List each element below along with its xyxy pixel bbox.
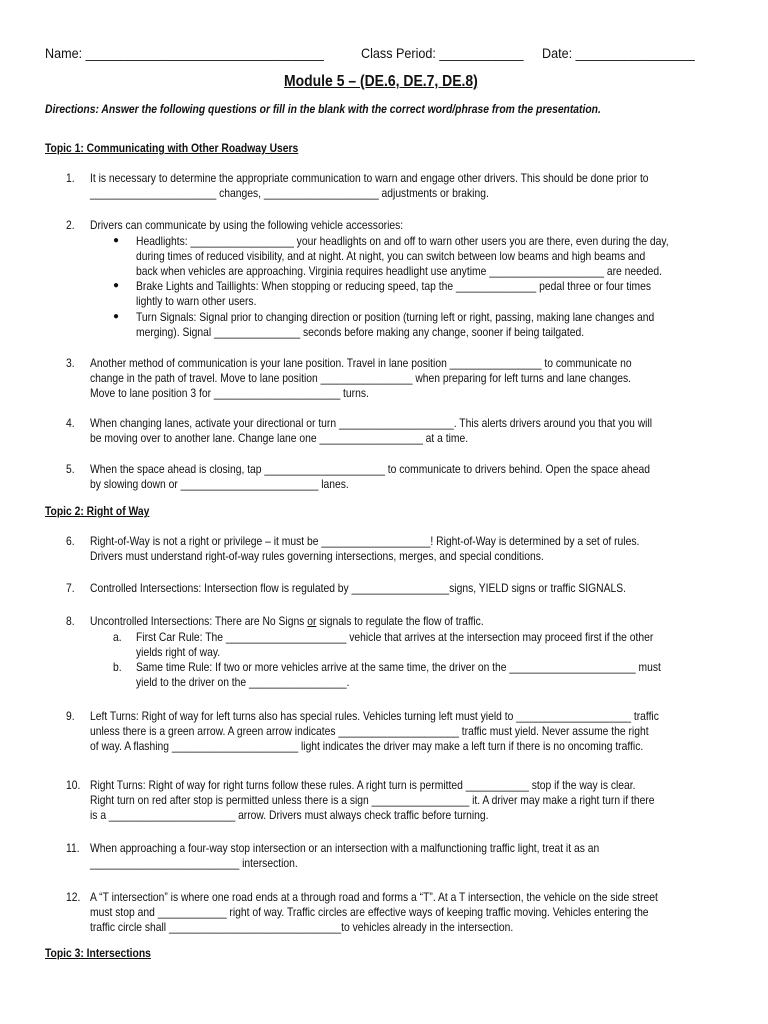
question-10-line: Right Turns: Right of way for right turns follow these rules. A right turn is permitted ___________ stop if the way is clear. (90, 778, 636, 792)
question-1-line: It is necessary to determine the appropriate communication to warn and engage other drivers. This should be done prior to (90, 171, 649, 185)
question-number: 3. (66, 356, 75, 370)
bullet-icon: ● (113, 235, 120, 246)
question-8-sub-line: yield to the driver on the _________________. (136, 675, 350, 689)
question-number: 11. (66, 841, 80, 855)
question-12-line: A “T intersection” is where one road ends at a through road and forms a “T”. At a T intersection, the vehicle on the side street (90, 890, 658, 904)
question-number: 10. (66, 778, 81, 792)
question-10-line: is a ______________________ arrow. Drivers must always check traffic before turning. (90, 808, 489, 822)
question-number: 8. (66, 614, 75, 628)
question-5-line: When the space ahead is closing, tap _____________________ to communicate to drivers behind. Open the space ahead (90, 462, 650, 476)
question-4-line: When changing lanes, activate your directional or turn ____________________. This alerts drivers around you that you will (90, 416, 653, 430)
question-2-bullet-line: lightly to warn other users. (136, 294, 257, 308)
question-4-line: be moving over to another lane. Change lane one __________________ at a time. (90, 431, 469, 445)
directions: Directions: Answer the following questions or fill in the blank with the correct word/phrase from the presentation. (45, 102, 601, 116)
page-title: Module 5 – (DE.6, DE.7, DE.8) (284, 73, 478, 90)
question-2-bullet-line: during times of reduced visibility, and at night. At night, you can switch between low beams and high beams and (136, 249, 646, 263)
class-period-field[interactable]: Class Period: ____________ (361, 45, 524, 61)
question-5-line: by slowing down or ________________________ lanes. (90, 477, 349, 491)
question-number: 2. (66, 218, 75, 232)
question-2-bullet-line: Brake Lights and Taillights: When stopping or reducing speed, tap the ______________ pedal three or four times (136, 279, 652, 293)
question-8-text-end: signals to regulate the flow of traffic. (316, 614, 484, 628)
question-8-line (90, 614, 484, 629)
question-3-line: change in the path of travel. Move to lane position ________________ when preparing for left turns and lane changes. (90, 371, 632, 385)
question-9-line: unless there is a green arrow. A green arrow indicates _____________________ traffic must yield. Never assume the right (90, 724, 649, 738)
question-11-line: __________________________ intersection. (90, 856, 298, 870)
question-9-line: of way. A flashing ______________________ light indicates the driver may make a left turn if there is no oncoming traffic. (90, 739, 644, 753)
bullet-icon: ● (113, 311, 120, 322)
topic-1-heading: Topic 1: Communicating with Other Roadway Users (45, 141, 299, 155)
question-12-line: must stop and ____________ right of way. Traffic circles are effective ways of keeping traffic moving. Vehicles entering the (90, 905, 649, 919)
topic-2-heading: Topic 2: Right of Way (45, 504, 150, 518)
question-1-line: ______________________ changes, ____________________ adjustments or braking. (90, 186, 489, 200)
date-field[interactable]: Date: _________________ (542, 45, 695, 61)
sub-label: b. (113, 660, 122, 674)
question-8-sub-line: First Car Rule: The _____________________ vehicle that arrives at the intersection may proceed first if the other (136, 630, 654, 644)
question-10-line: Right turn on red after stop is permitted unless there is a sign _________________ it. A driver may make a right turn if there (90, 793, 655, 807)
question-number: 4. (66, 416, 75, 430)
question-7-line: Controlled Intersections: Intersection flow is regulated by _________________signs, YIELD signs or traffic SIGNALS. (90, 581, 626, 595)
name-field[interactable]: Name: __________________________________ (45, 45, 324, 61)
question-number: 1. (66, 171, 75, 185)
question-2-bullet-line: Headlights: __________________ your headlights on and off to warn other users you are there, even during the day, (136, 234, 669, 248)
question-number: 12. (66, 890, 81, 904)
question-8-sub-line: yields right of way. (136, 645, 221, 659)
question-11-line: When approaching a four-way stop intersection or an intersection with a malfunctioning traffic light, treat it as an (90, 841, 600, 855)
question-2-bullet-line: back when vehicles are approaching. Virginia requires headlight use anytime ____________________ are needed. (136, 264, 662, 278)
topic-3-heading: Topic 3: Intersections (45, 946, 151, 960)
question-2-bullet-line: Turn Signals: Signal prior to changing direction or position (turning left or right, passing, making lane changes and (136, 310, 655, 324)
bullet-icon: ● (113, 280, 120, 291)
question-12-line: traffic circle shall ______________________________to vehicles already in the intersection. (90, 920, 514, 934)
question-8-sub-line: Same time Rule: If two or more vehicles arrive at the same time, the driver on the ______________________ must (136, 660, 661, 674)
question-6-line: Drivers must understand right-of-way rules governing intersections, merges, and special conditions. (90, 549, 544, 563)
question-9-line: Left Turns: Right of way for left turns also has special rules. Vehicles turning left must yield to ____________________ traffic (90, 709, 659, 723)
question-number: 9. (66, 709, 75, 723)
sub-label: a. (113, 630, 122, 644)
question-8-or: or (307, 614, 317, 628)
question-8-text: Uncontrolled Intersections: There are No Signs (90, 614, 308, 628)
question-6-line: Right-of-Way is not a right or privilege – it must be ___________________! Right-of-Way is determined by a set of rules. (90, 534, 640, 548)
question-2-bullet-line: merging). Signal _______________ seconds before making any change, sooner if being tailgated. (136, 325, 585, 339)
question-3-line: Move to lane position 3 for ______________________ turns. (90, 386, 369, 400)
question-3-line: Another method of communication is your lane position. Travel in lane position ________________ to communicate no (90, 356, 632, 370)
question-number: 6. (66, 534, 75, 548)
question-2-line: Drivers can communicate by using the following vehicle accessories: (90, 218, 404, 232)
question-number: 5. (66, 462, 75, 476)
question-number: 7. (66, 581, 75, 595)
